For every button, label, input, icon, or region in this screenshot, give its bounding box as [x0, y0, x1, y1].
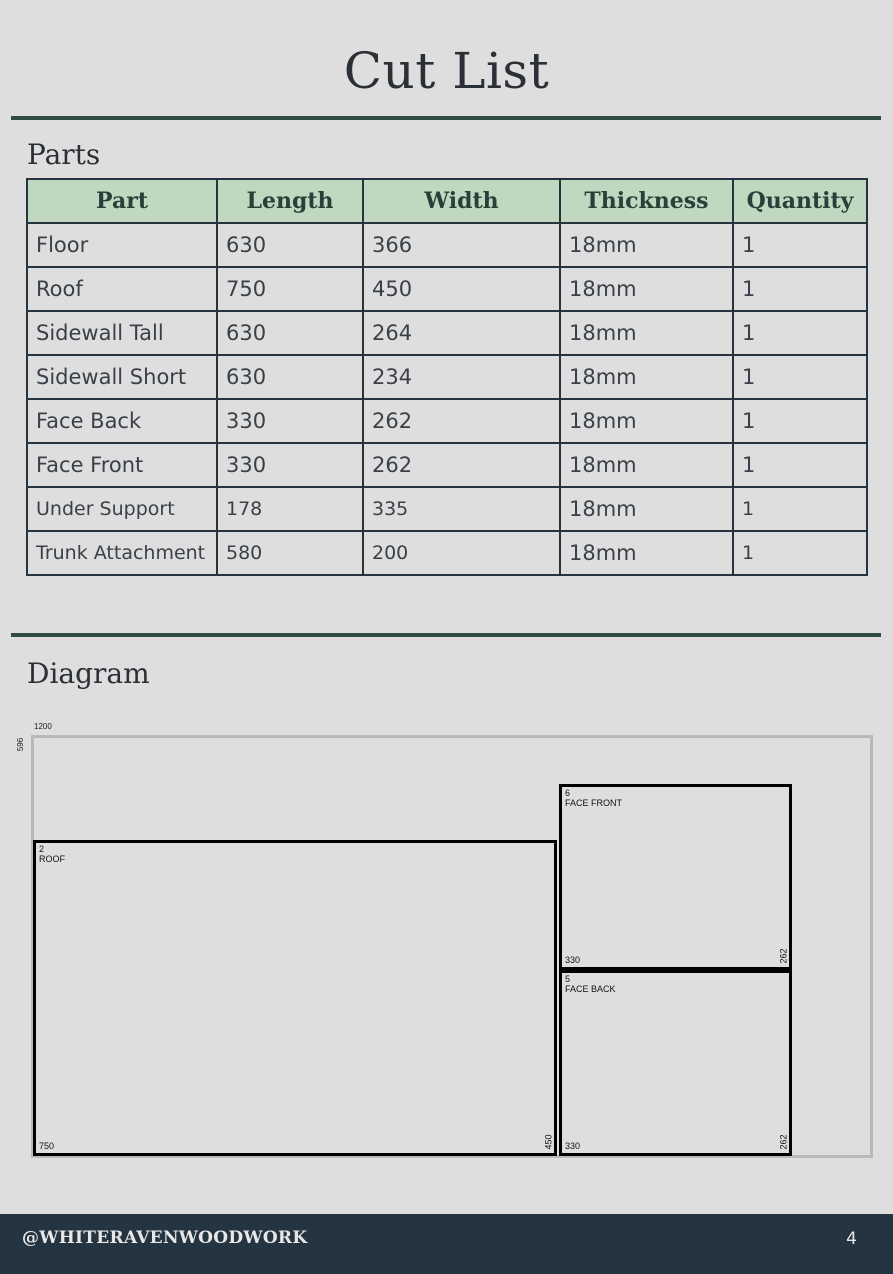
- table-row: [27, 267, 867, 311]
- page-footer: [0, 1214, 893, 1274]
- thickness-cell: 18mm: [560, 223, 733, 267]
- parts-heading: Parts: [27, 138, 101, 171]
- piece-face-back: [559, 970, 792, 1156]
- piece-name: ROOF: [39, 854, 65, 864]
- part-cell: Sidewall Short: [27, 355, 217, 399]
- footer-handle: @WHITERAVENWOODWORK: [22, 1228, 308, 1248]
- table-row: [27, 443, 867, 487]
- thickness-cell: 18mm: [560, 399, 733, 443]
- width-cell: 262: [363, 399, 560, 443]
- table-row: [27, 399, 867, 443]
- table-header-row: [27, 179, 867, 223]
- quantity-cell: 1: [733, 267, 867, 311]
- column-header: Width: [363, 179, 560, 223]
- piece-face-front: [559, 784, 792, 970]
- width-cell: 200: [363, 531, 560, 575]
- width-cell: 262: [363, 443, 560, 487]
- length-cell: 630: [217, 311, 363, 355]
- thickness-cell: 18mm: [560, 443, 733, 487]
- table-row: [27, 355, 867, 399]
- width-cell: 366: [363, 223, 560, 267]
- section-divider: [11, 633, 881, 637]
- quantity-cell: 1: [733, 399, 867, 443]
- table-row: [27, 311, 867, 355]
- length-cell: 330: [217, 399, 363, 443]
- part-cell: Under Support: [27, 487, 217, 531]
- length-cell: 580: [217, 531, 363, 575]
- column-header: Length: [217, 179, 363, 223]
- length-cell: 330: [217, 443, 363, 487]
- piece-number: 6: [565, 788, 571, 798]
- part-cell: Trunk Attachment: [27, 531, 217, 575]
- length-cell: 630: [217, 223, 363, 267]
- piece-length: 330: [565, 1141, 581, 1151]
- diagram-heading: Diagram: [27, 657, 150, 690]
- quantity-cell: 1: [733, 487, 867, 531]
- thickness-cell: 18mm: [560, 311, 733, 355]
- length-cell: 750: [217, 267, 363, 311]
- width-cell: 450: [363, 267, 560, 311]
- quantity-cell: 1: [733, 443, 867, 487]
- table-row: [27, 223, 867, 267]
- quantity-cell: 1: [733, 531, 867, 575]
- piece-roof: [33, 840, 557, 1156]
- thickness-cell: 18mm: [560, 531, 733, 575]
- table-row: [27, 531, 867, 575]
- thickness-cell: 18mm: [560, 355, 733, 399]
- width-cell: 264: [363, 311, 560, 355]
- quantity-cell: 1: [733, 223, 867, 267]
- sheet-length-label: 1200: [34, 722, 52, 731]
- quantity-cell: 1: [733, 355, 867, 399]
- piece-length: 330: [565, 955, 581, 965]
- quantity-cell: 1: [733, 311, 867, 355]
- piece-width: 262: [778, 1134, 789, 1150]
- piece-number: 2: [39, 844, 45, 854]
- piece-name: FACE BACK: [565, 984, 616, 994]
- page-title: Cut List: [343, 42, 550, 100]
- column-header: Quantity: [733, 179, 867, 223]
- part-cell: Roof: [27, 267, 217, 311]
- table-row: [27, 487, 867, 531]
- length-cell: 630: [217, 355, 363, 399]
- column-header: Thickness: [560, 179, 733, 223]
- width-cell: 335: [363, 487, 560, 531]
- column-header: Part: [27, 179, 217, 223]
- section-divider: [11, 116, 881, 120]
- parts-table: [26, 178, 868, 576]
- piece-number: 5: [565, 974, 571, 984]
- thickness-cell: 18mm: [560, 267, 733, 311]
- part-cell: Sidewall Tall: [27, 311, 217, 355]
- sheet-width-label: 596: [16, 737, 26, 752]
- width-cell: 234: [363, 355, 560, 399]
- piece-length: 750: [39, 1141, 55, 1151]
- piece-width: 262: [778, 948, 789, 964]
- piece-name: FACE FRONT: [565, 798, 623, 808]
- part-cell: Face Back: [27, 399, 217, 443]
- part-cell: Face Front: [27, 443, 217, 487]
- page-number: 4: [846, 1229, 857, 1249]
- thickness-cell: 18mm: [560, 487, 733, 531]
- part-cell: Floor: [27, 223, 217, 267]
- piece-width: 450: [543, 1134, 554, 1150]
- length-cell: 178: [217, 487, 363, 531]
